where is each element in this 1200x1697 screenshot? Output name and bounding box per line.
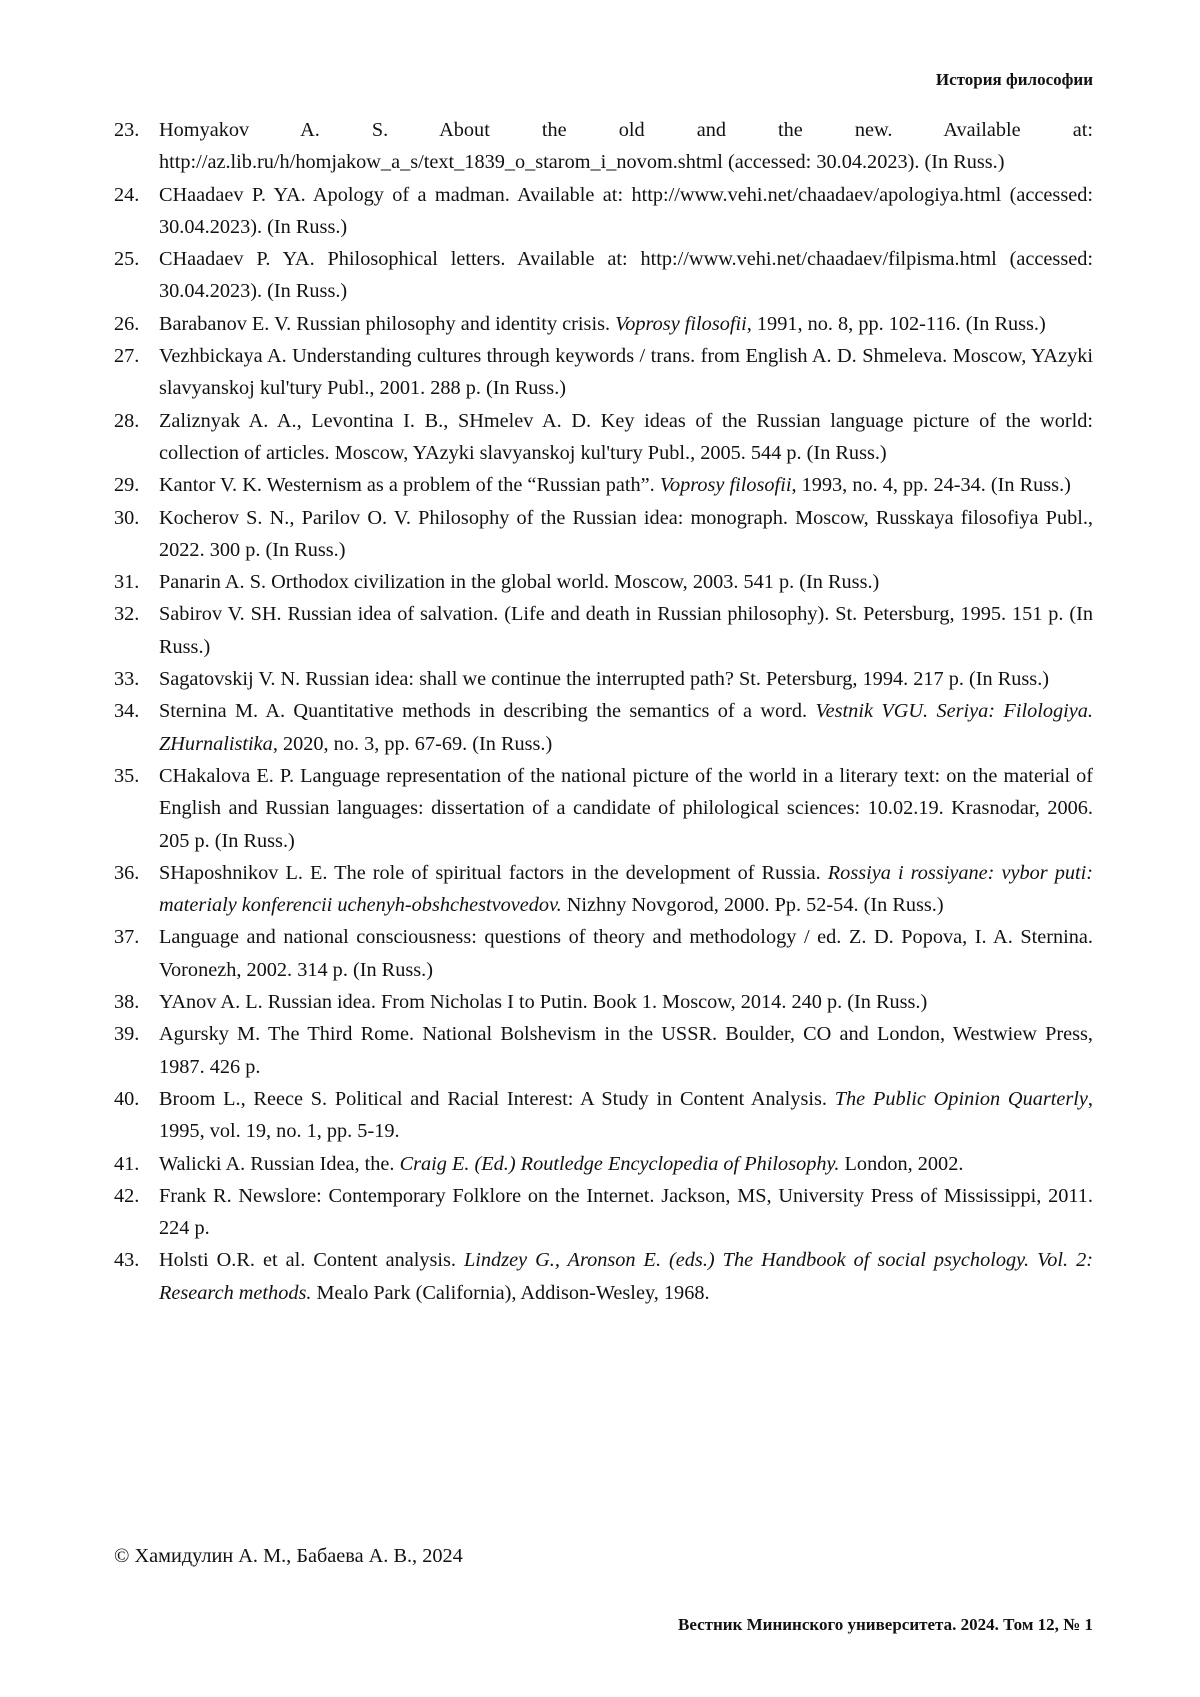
reference-text bbox=[159, 340, 1093, 405]
reference-item bbox=[114, 308, 1093, 340]
reference-text-segment: CHaadaev P. YA. Philosophical letters. Available at: http://www.vehi.net/chaadaev/filpisma.html (accessed: 30.04.2023). (In Russ.) bbox=[159, 248, 1093, 302]
reference-number: 28. bbox=[114, 405, 159, 470]
reference-text bbox=[159, 179, 1093, 244]
reference-text-segment: Sagatovskij V. N. Russian idea: shall we continue the interrupted path? St. Petersburg, 1994. 217 p. (In Russ.) bbox=[159, 668, 1049, 690]
reference-item bbox=[114, 566, 1093, 598]
reference-number: 32. bbox=[114, 598, 159, 663]
reference-item bbox=[114, 598, 1093, 663]
reference-text bbox=[159, 1244, 1093, 1309]
reference-number: 39. bbox=[114, 1018, 159, 1083]
reference-text-segment: Zaliznyak A. A., Levontina I. B., SHmelev A. D. Key ideas of the Russian language picture of the world: collection of articles. Moscow, YAzyki slavyanskoj kul'tury Publ., 2005. 544 p. (In Russ.) bbox=[159, 410, 1093, 464]
reference-text bbox=[159, 243, 1093, 308]
reference-text bbox=[159, 921, 1093, 986]
reference-text-segment: Panarin A. S. Orthodox civilization in the global world. Moscow, 2003. 541 p. (In Russ.) bbox=[159, 571, 879, 593]
reference-text-segment: Broom L., Reece S. Political and Racial Interest: A Study in Content Analysis. bbox=[159, 1088, 835, 1110]
reference-text bbox=[159, 695, 1093, 760]
reference-text bbox=[159, 857, 1093, 922]
running-footer: Вестник Мининского университета. 2024. Том 12, № 1 bbox=[678, 1615, 1093, 1635]
reference-number: 25. bbox=[114, 243, 159, 308]
reference-text-segment: SHaposhnikov L. E. The role of spiritual factors in the development of Russia. bbox=[159, 862, 828, 884]
reference-number: 30. bbox=[114, 502, 159, 567]
reference-source-italic: The Public Opinion Quarterly bbox=[835, 1088, 1088, 1110]
reference-source-italic: Voprosy filosofii bbox=[660, 474, 792, 496]
reference-text-segment: Language and national consciousness: questions of theory and methodology / ed. Z. D. Popova, I. A. Sternina. Voronezh, 2002. 314 p. (In Russ.) bbox=[159, 926, 1093, 980]
reference-item bbox=[114, 243, 1093, 308]
reference-text bbox=[159, 405, 1093, 470]
running-header: История философии bbox=[936, 70, 1093, 90]
reference-source-italic: Rossiya i rossiyane: vybor puti: materialy konferencii uchenyh-obshchestvovedov. bbox=[159, 862, 1093, 916]
reference-item bbox=[114, 1018, 1093, 1083]
reference-text bbox=[159, 502, 1093, 567]
reference-text bbox=[159, 469, 1093, 501]
reference-item bbox=[114, 857, 1093, 922]
reference-source-italic: Craig E. (Ed.) Routledge Encyclopedia of Philosophy. bbox=[400, 1153, 840, 1175]
reference-number: 41. bbox=[114, 1148, 159, 1180]
reference-text-segment: Agursky M. The Third Rome. National Bolshevism in the USSR. Boulder, CO and London, Westwiew Press, 1987. 426 p. bbox=[159, 1023, 1093, 1077]
reference-number: 29. bbox=[114, 469, 159, 501]
reference-text-segment: Walicki A. Russian Idea, the. bbox=[159, 1153, 400, 1175]
reference-text bbox=[159, 986, 1093, 1018]
reference-text bbox=[159, 663, 1093, 695]
reference-item bbox=[114, 1244, 1093, 1309]
reference-text-segment: Holsti O.R. et al. Content analysis. bbox=[159, 1249, 464, 1271]
reference-source-italic: Vestnik VGU. Seriya: Filologiya. ZHurnalistika bbox=[159, 700, 1093, 754]
reference-number: 43. bbox=[114, 1244, 159, 1309]
reference-text-segment: Barabanov E. V. Russian philosophy and identity crisis. bbox=[159, 313, 615, 335]
reference-text bbox=[159, 760, 1093, 857]
reference-source-italic: Voprosy filosofii bbox=[615, 313, 747, 335]
reference-text-segment: Kantor V. K. Westernism as a problem of the “Russian path”. bbox=[159, 474, 660, 496]
reference-number: 24. bbox=[114, 179, 159, 244]
reference-text bbox=[159, 1083, 1093, 1148]
reference-number: 33. bbox=[114, 663, 159, 695]
reference-item bbox=[114, 760, 1093, 857]
reference-text-segment: London, 2002. bbox=[839, 1153, 963, 1175]
reference-text bbox=[159, 1180, 1093, 1245]
reference-item bbox=[114, 469, 1093, 501]
reference-text-segment: Sabirov V. SH. Russian idea of salvation. (Life and death in Russian philosophy). St. Petersburg, 1995. 151 p. (In Russ.) bbox=[159, 603, 1093, 657]
reference-number: 36. bbox=[114, 857, 159, 922]
reference-item bbox=[114, 921, 1093, 986]
reference-text bbox=[159, 566, 1093, 598]
reference-number: 35. bbox=[114, 760, 159, 857]
reference-text-segment: , 1993, no. 4, pp. 24-34. (In Russ.) bbox=[791, 474, 1070, 496]
reference-text bbox=[159, 1148, 1093, 1180]
reference-item bbox=[114, 502, 1093, 567]
reference-text-segment: CHaadaev P. YA. Apology of a madman. Available at: http://www.vehi.net/chaadaev/apologiya.html (accessed: 30.04.2023). (In Russ.) bbox=[159, 184, 1093, 238]
reference-number: 31. bbox=[114, 566, 159, 598]
reference-item bbox=[114, 695, 1093, 760]
reference-number: 34. bbox=[114, 695, 159, 760]
reference-text-segment: Mealo Park (California), Addison-Wesley, 1968. bbox=[311, 1282, 709, 1304]
reference-number: 40. bbox=[114, 1083, 159, 1148]
reference-item bbox=[114, 405, 1093, 470]
reference-text bbox=[159, 308, 1093, 340]
reference-list bbox=[114, 114, 1093, 1309]
reference-number: 26. bbox=[114, 308, 159, 340]
reference-item bbox=[114, 340, 1093, 405]
reference-text bbox=[159, 1018, 1093, 1083]
reference-text bbox=[159, 598, 1093, 663]
reference-item bbox=[114, 1083, 1093, 1148]
reference-text-segment: Sternina M. A. Quantitative methods in describing the semantics of a word. bbox=[159, 700, 816, 722]
reference-text-segment: , 2020, no. 3, pp. 67-69. (In Russ.) bbox=[273, 733, 552, 755]
reference-number: 27. bbox=[114, 340, 159, 405]
reference-text-segment: Homyakov A. S. About the old and the new. Available at: http://az.lib.ru/h/homjakow_a_s/text_1839_o_starom_i_novom.shtml (accessed: 30.04.2023). (In Russ.) bbox=[159, 119, 1093, 173]
reference-text-segment: YAnov A. L. Russian idea. From Nicholas I to Putin. Book 1. Moscow, 2014. 240 p. (In Russ.) bbox=[159, 991, 927, 1013]
reference-item bbox=[114, 986, 1093, 1018]
reference-source-italic: Lindzey G., Aronson E. (eds.) The Handbook of social psychology. Vol. 2: Research methods. bbox=[159, 1249, 1093, 1303]
reference-text-segment: Nizhny Novgorod, 2000. Pp. 52-54. (In Russ.) bbox=[562, 894, 944, 916]
reference-item bbox=[114, 114, 1093, 179]
reference-text-segment: Frank R. Newslore: Contemporary Folklore on the Internet. Jackson, MS, University Press of Mississippi, 2011. 224 p. bbox=[159, 1185, 1093, 1239]
reference-text-segment: CHakalova E. P. Language representation of the national picture of the world in a literary text: on the material of English and Russian languages: dissertation of a candidate of philological sciences: 10.02.19. Krasnodar, 2006. 205 p. (In Russ.) bbox=[159, 765, 1093, 852]
reference-text-segment: Kocherov S. N., Parilov O. V. Philosophy of the Russian idea: monograph. Moscow, Russkaya filosofiya Publ., 2022. 300 p. (In Russ.) bbox=[159, 507, 1093, 561]
reference-number: 23. bbox=[114, 114, 159, 179]
reference-item bbox=[114, 663, 1093, 695]
copyright-notice: © Хамидулин А. М., Бабаева А. В., 2024 bbox=[114, 1545, 463, 1568]
reference-text-segment: Vezhbickaya A. Understanding cultures through keywords / trans. from English A. D. Shmeleva. Moscow, YAzyki slavyanskoj kul'tury Publ., 2001. 288 p. (In Russ.) bbox=[159, 345, 1093, 399]
reference-text bbox=[159, 114, 1093, 179]
reference-number: 38. bbox=[114, 986, 159, 1018]
reference-item bbox=[114, 1148, 1093, 1180]
reference-text-segment: , 1991, no. 8, pp. 102-116. (In Russ.) bbox=[747, 313, 1046, 335]
reference-item bbox=[114, 1180, 1093, 1245]
reference-number: 42. bbox=[114, 1180, 159, 1245]
reference-number: 37. bbox=[114, 921, 159, 986]
reference-text-segment: , 1995, vol. 19, no. 1, pp. 5-19. bbox=[159, 1088, 1093, 1142]
reference-item bbox=[114, 179, 1093, 244]
